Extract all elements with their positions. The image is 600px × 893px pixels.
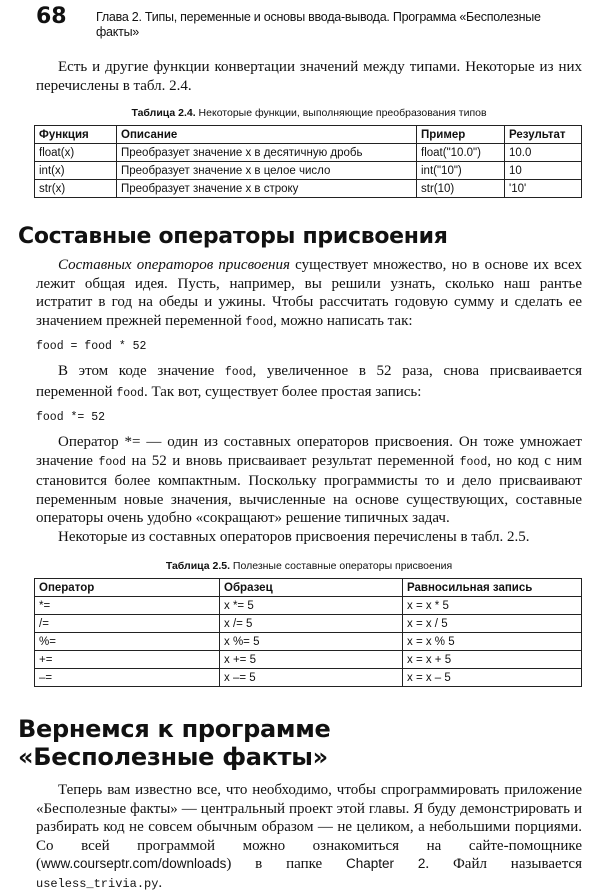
table-row bbox=[35, 651, 582, 669]
table-row bbox=[35, 633, 582, 651]
cell: 10 bbox=[505, 162, 582, 180]
table-header-row bbox=[35, 579, 582, 597]
cell: x /= 5 bbox=[220, 615, 403, 633]
header-cell: Функция bbox=[35, 126, 117, 144]
text: ) в папке bbox=[226, 856, 346, 872]
inline-code: food bbox=[245, 315, 274, 329]
cell: Преобразует значение x в десятичную дробь bbox=[117, 144, 417, 162]
paragraph bbox=[36, 781, 582, 893]
page-number: 68 bbox=[36, 4, 67, 29]
intro-paragraph: Есть и другие функции конвертации значений между типами. Некоторые из них перечислены в табл. 2.4. bbox=[36, 59, 582, 94]
text: существует множество, но в основе их всех лежит общая идея. Пусть, например, вы решили узнать, сколько наш рантье истратит в год на обеды и ужины. Чтобы рассчитать годовую сумму и сделать ее значением прежней переменной bbox=[36, 257, 582, 329]
folder-name: Chapter 2 bbox=[346, 856, 426, 871]
text: , увеличенное в 52 раза, снова присваивается переменной bbox=[36, 363, 582, 400]
table-header-row bbox=[35, 126, 582, 144]
text: Теперь вам известно все, что необходимо, чтобы спрограммировать приложение «Бесполезные факты» — центральный проект этой главы. Я буду демонстрировать и разбирать код не совсем обычным образом — не целиком, а небольшими порциями. Со всей программой можно ознакомиться на сайте-помощнике ( bbox=[36, 782, 582, 872]
cell: x = x * 5 bbox=[403, 597, 582, 615]
heading-line: «Бесполезные факты» bbox=[18, 743, 328, 771]
section-heading-useless-facts bbox=[18, 715, 582, 771]
cell: 10.0 bbox=[505, 144, 582, 162]
cell: x = x % 5 bbox=[403, 633, 582, 651]
text: на 52 и вновь присваивает результат переменной bbox=[126, 452, 460, 469]
caption-text: Некоторые функции, выполняющие преобразования типов bbox=[195, 107, 487, 119]
cell: float(x) bbox=[35, 144, 117, 162]
cell: x %= 5 bbox=[220, 633, 403, 651]
text: В этом коде значение bbox=[58, 363, 225, 379]
inline-code: food bbox=[459, 455, 488, 469]
paragraph bbox=[36, 433, 582, 528]
table-2-4-caption bbox=[36, 107, 582, 120]
code-line: food *= 52 bbox=[36, 411, 106, 424]
text: . bbox=[158, 874, 163, 891]
inline-code: food bbox=[224, 366, 253, 379]
running-header: Глава 2. Типы, переменные и основы ввода-вывода. Программа «Бесполезные факты» bbox=[96, 10, 541, 39]
caption-label: Таблица 2.5. bbox=[165, 560, 231, 572]
table-2-4 bbox=[34, 125, 582, 198]
cell: Преобразует значение x в целое число bbox=[117, 162, 417, 180]
cell: x –= 5 bbox=[220, 669, 403, 687]
table-row bbox=[35, 162, 582, 180]
inline-code: food bbox=[98, 455, 127, 469]
header-cell: Оператор bbox=[35, 579, 220, 597]
header-cell: Равносильная запись bbox=[403, 579, 582, 597]
cell: float("10.0") bbox=[417, 144, 505, 162]
header-cell: Пример bbox=[417, 126, 505, 144]
table-2-5 bbox=[34, 578, 582, 687]
code-line: food = food * 52 bbox=[36, 340, 147, 353]
header-cell: Образец bbox=[220, 579, 403, 597]
table-row bbox=[35, 597, 582, 615]
table-row bbox=[35, 669, 582, 687]
italic-term: Составных операторов присвоения bbox=[58, 257, 290, 273]
text: , можно написать так: bbox=[273, 312, 413, 329]
section-heading-compound-operators: Составные операторы присвоения bbox=[18, 224, 448, 249]
cell: x = x + 5 bbox=[403, 651, 582, 669]
cell: '10' bbox=[505, 180, 582, 198]
table-row bbox=[35, 180, 582, 198]
cell: x *= 5 bbox=[220, 597, 403, 615]
table-row bbox=[35, 144, 582, 162]
table-row bbox=[35, 615, 582, 633]
cell: int(x) bbox=[35, 162, 117, 180]
text: Оператор *= — один из составных операторов присвоения. Он тоже умножает значение bbox=[36, 434, 582, 469]
text: . Так вот, существует более простая запись: bbox=[143, 383, 422, 400]
cell: int("10") bbox=[417, 162, 505, 180]
cell: Преобразует значение x в строку bbox=[117, 180, 417, 198]
paragraph bbox=[36, 256, 582, 332]
cell: x = x – 5 bbox=[403, 669, 582, 687]
inline-code: food bbox=[116, 386, 144, 400]
caption-text: Полезные составные операторы присвоения bbox=[230, 560, 453, 572]
url-link[interactable]: www.courseptr.com/downloads bbox=[41, 856, 227, 871]
cell: /= bbox=[35, 615, 220, 633]
cell: x = x / 5 bbox=[403, 615, 582, 633]
cell: %= bbox=[35, 633, 220, 651]
text: . Файл называется bbox=[425, 856, 582, 872]
cell: –= bbox=[35, 669, 220, 687]
cell: str(x) bbox=[35, 180, 117, 198]
cell: += bbox=[35, 651, 220, 669]
header-cell: Описание bbox=[117, 126, 417, 144]
page-body bbox=[18, 58, 582, 893]
cell: str(10) bbox=[417, 180, 505, 198]
text: , но код с ним становится более компактным. Поскольку программисты то и дело присваивают переменным новые значения, вычисленные на основе существующих, составные операторы очень удобно «сокращают» решение типичных задач. bbox=[36, 452, 582, 526]
caption-label: Таблица 2.4. bbox=[131, 107, 196, 119]
file-name: useless_trivia.py bbox=[36, 876, 159, 891]
header-cell: Результат bbox=[505, 126, 582, 144]
paragraph bbox=[36, 362, 582, 403]
paragraph: Некоторые из составных операторов присвоения перечислены в табл. 2.5. bbox=[58, 528, 530, 545]
table-2-5-caption bbox=[36, 560, 582, 573]
heading-line: Вернемся к программе bbox=[18, 715, 331, 743]
cell: x += 5 bbox=[220, 651, 403, 669]
cell: *= bbox=[35, 597, 220, 615]
